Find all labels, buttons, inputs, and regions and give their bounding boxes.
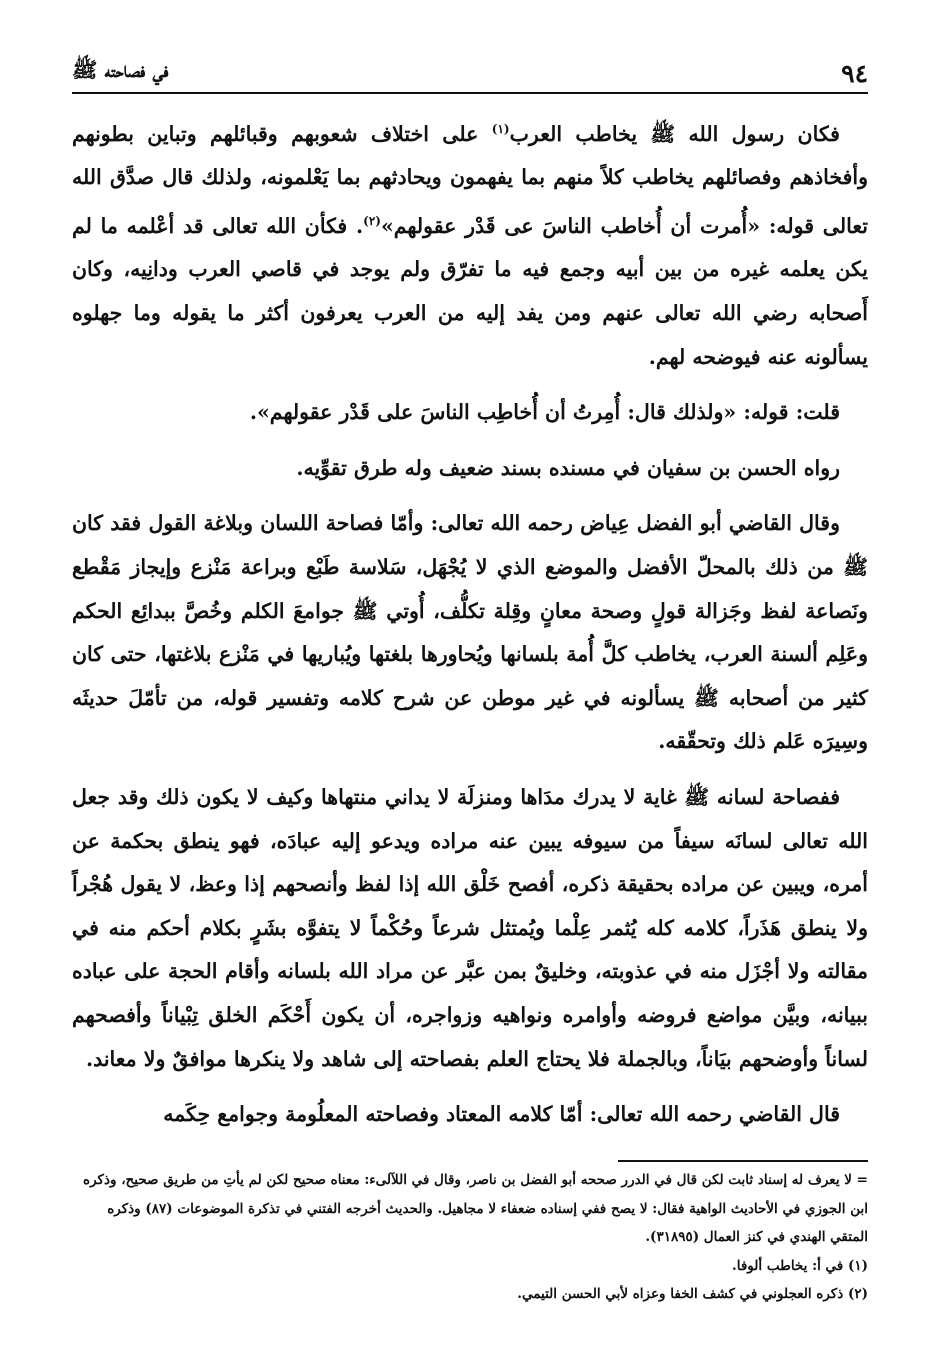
footnote-1: (١) في أ: يخاطب ألوفا. xyxy=(732,1257,868,1274)
footnotes xyxy=(72,1160,868,1309)
paragraph-1-text-c: . فكأن الله تعالى قد أعْلمه ما لم يكن يعلمه غيره من بين أبيه وجمع فيه ما تفرّق ولم يوجد في قاصي العرب ودانِيه، وكان أَصحابه رضي الله تعالى عنهم ومن يفد إليه من العرب يعرفون أكثر ما يقوله وما جهلوه يسألونه عنه فيوضحه لهم. xyxy=(72,213,868,369)
footnote-ref-2: (٢) xyxy=(363,214,381,229)
footnote-divider xyxy=(618,1160,868,1162)
footnote-continuation: = لا يعرف له إسناد ثابت لكن قال في الدرر صححه أبو الفضل بن ناصر، وقال في اللآلىء: معناه صحيح لكن لم يأتِ من طريق صحيح، وذكره ابن الجوزي في الأحاديث الواهية فقال: لا يصح ففي إسناده ضعفاء لا مجاهيل. والحديث أخرجه الفتني في تذكرة الموضوعات (٨٧) وذكره المتقي الهندي في كنز العمال (٣١٨٩٥). xyxy=(83,1172,868,1245)
footnote-ref-1: (١) xyxy=(491,122,510,136)
paragraph-1 xyxy=(72,108,868,379)
paragraph-2: قلت: قوله: «ولذلك قال: أُمِرتُ أن أُخاطِب الناسَ على قَدْر عقولهم». xyxy=(249,400,840,425)
paragraph-5: ففصاحة لسانه ﷺ غاية لا يدرك مدَاها ومنزلَة لا يداني منتهاها وكيف لا يكون ذلك وقد جعل الله تعالى لسانَه سيفاً من سيوفه يبين عنه مراده ويدعو إليه عبادَه، فهو ينطق بحكمة عن أمره، ويبين عن مراده بحقيقة ذكره، أفصح خَلْق الله إذا لفظ وأنصحهم إذا وعظ، لا يقول هُجْراً ولا ينطق هَذَراً، كلامه كله يُثمر عِلْما ويُمتثل شرعاً وحُكْماً لا يتفوَّه بشَرٍ بكلام أحكم منه في مقالته ولا أجْزَل منه في عذوبته، وخليقٌ بمن عبَّر عن مراد الله بلسانه وأقام الحجة على عباده ببيانه، وبيَّن مواضع فروضه وأوامره ونواهيه وزواجره، أن يكون أَحْكَم الخلق تِبْياناً وأفصحهم لساناً وأوضحهم بيَاناً، وبالجملة فلا يحتاج العلم بفصاحته إلى شاهد ولا ينكرها موافقٌ ولا معاند. xyxy=(72,784,868,1071)
footnote-2: (٢) ذكره العجلوني في كشف الخفا وعزاه لأبي الحسن التيمي. xyxy=(517,1286,868,1302)
page-header xyxy=(72,52,868,94)
paragraph-1-text-b: على اختلاف شعوبهم وقبائلهم وتباين بطونهم وأفخاذهم وفصائلهم يخاطب كلاً منهم بما يفهمون ويحادثهم بما يَعْلمونه، ولذلك قال صدَّق الله تعالى قوله: «أُمرت أن أُخاطب الناسَ عى قَدْر عقولهم» xyxy=(72,121,868,238)
paragraph-3: رواه الحسن بن سفيان في مسنده بسند ضعيف وله طرق تقوِّيه. xyxy=(296,455,840,480)
paragraph-4: وقال القاضي أبو الفضل عِياض رحمه الله تعالى: وأمّا فصاحة اللسان وبلاغة القول فقد كان ﷺ من ذلك بالمحلّ الأفضل والموضع الذي لا يُجْهَل، سَلاسة طَبْع وبراعة مَنْزع وإيجاز مَقْطع ونَصاعة لفظ وجَزالة قولٍ وصحة معانٍ وقِلة تكلُّف، أُوتي ﷺ جوامعَ الكلم وخُصَّ ببدائِع الحكم وعَلِم ألسنة العرب، يخاطب كلَّ أُمة بلسانها ويُحاورها بلغتها ويُباريها في مَنْزع بلاغتها، حتى كان كثير من أصحابه ﷺ يسألونه في غير موطن عن شرح كلامه وتفسير قوله، من تأمّلَ حديثَه وسِيرَه عَلم ذلك وتحقّقه. xyxy=(72,511,868,754)
paragraph-1-text-a: فكان رسول الله ﷺ يخاطب العرب xyxy=(509,121,840,146)
page-number: ٩٤ xyxy=(841,59,868,88)
paragraph-6: قال القاضي رحمه الله تعالى: أمّا كلامه المعتاد وفصاحته المعلُومة وجوامع حِكَمه xyxy=(163,1102,840,1127)
running-title: في فصاحته ﷺ xyxy=(72,57,169,82)
main-text xyxy=(72,108,868,1145)
